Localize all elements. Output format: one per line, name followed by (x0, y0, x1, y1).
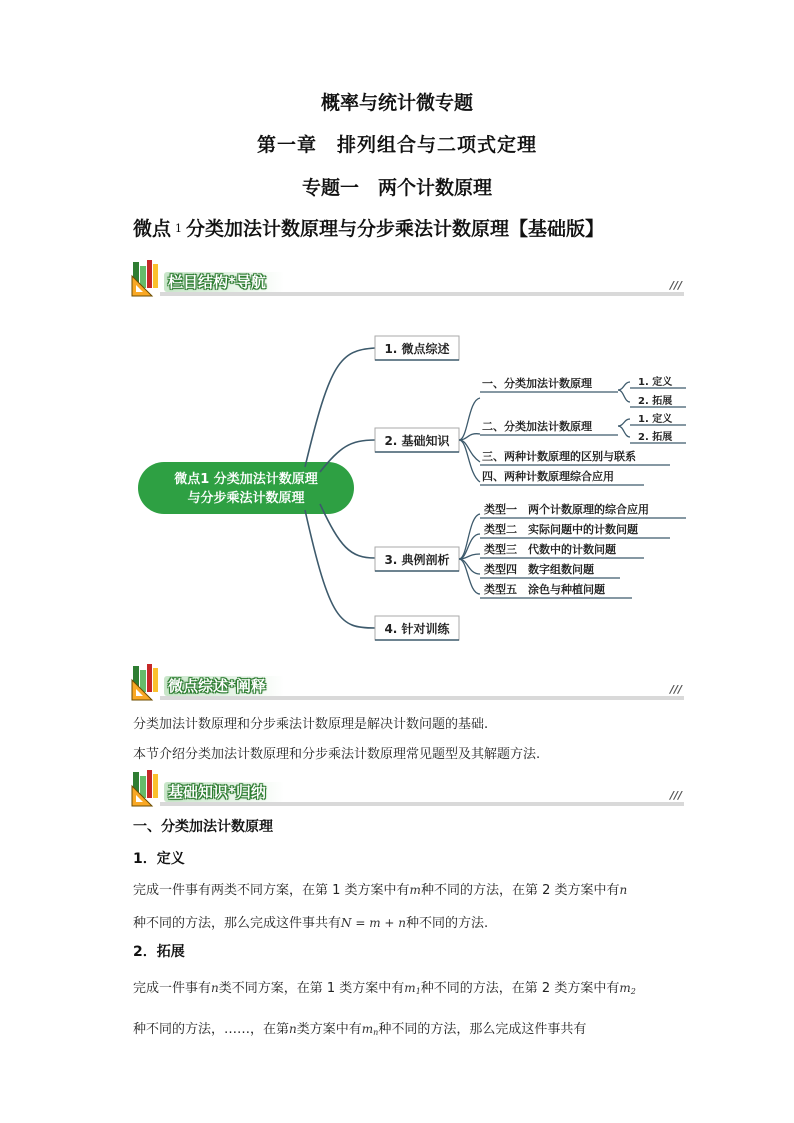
branch-label: 1. 微点综述 (384, 342, 450, 356)
banner-summary-label: 微点综述*阐释 (168, 677, 266, 695)
banner-summary (130, 662, 684, 702)
banner-nav-label: 栏目结构*导航 (168, 273, 266, 291)
sub-item: 1. 定义 (638, 377, 673, 388)
section-heading: 一、分类加法计数原理 (133, 819, 273, 835)
banner-nav (130, 258, 684, 298)
example-item: 类型五 涂色与种植问题 (484, 583, 605, 596)
sub-item: 2. 拓展 (638, 432, 673, 443)
definition-line-1: 完成一件事有两类不同方案，在第 1 类方案中有m种不同的方法，在第 2 类方案中有n (133, 883, 628, 898)
definition-heading: 1．定义 (133, 851, 185, 867)
summary-paragraph-2: 本节介绍分类加法计数原理和分步乘法计数原理常见题型及其解题方法. (133, 747, 541, 762)
branch-label: 3. 典例剖析 (384, 553, 450, 567)
example-items (480, 502, 686, 598)
sub-item: 2. 拓展 (638, 396, 673, 407)
extension-line-1: 完成一件事有n类不同方案，在第 1 类方案中有$m_1$种不同的方法，在第 2 类方案中有$m_2$ (133, 981, 636, 996)
extension-heading: 2．拓展 (133, 944, 185, 960)
mindmap-branches (375, 336, 459, 640)
mindmap-center-line1: 微点1 分类加法计数原理 (174, 472, 318, 487)
chapter-title: 第一章 排列组合与二项式定理 (256, 134, 537, 156)
books-ruler-icon (130, 258, 164, 298)
basics-item: 三、两种计数原理的区别与联系 (482, 450, 636, 463)
banner-slashes: /// (669, 789, 682, 802)
topic-title: 专题一 两个计数原理 (301, 177, 492, 199)
banner-slashes: /// (669, 683, 682, 696)
books-ruler-icon (130, 662, 164, 702)
books-ruler-icon (130, 768, 164, 808)
micro-point-title: 微点 $^1$ 分类加法计数原理与分步乘法计数原理【基础版】 (133, 218, 605, 240)
mindmap-center-line2: 与分步乘法计数原理 (187, 491, 305, 506)
basics-item: 四、两种计数原理综合应用 (482, 470, 614, 483)
mind-map (130, 322, 690, 652)
definition-line-2: 种不同的方法，那么完成这件事共有N = m + n种不同的方法. (133, 916, 489, 931)
sub-item: 1. 定义 (638, 414, 673, 425)
doc-title: 概率与统计微专题 (320, 92, 473, 114)
banner-basics (130, 768, 684, 808)
banner-basics-label: 基础知识*归纳 (168, 783, 266, 801)
basics-item: 一、分类加法计数原理 (482, 377, 592, 390)
extension-line-2: 种不同的方法，……，在第n类方案中有$m_n$种不同的方法，那么完成这件事共有 (133, 1022, 587, 1037)
example-item: 类型一 两个计数原理的综合应用 (484, 503, 649, 516)
basics-items (480, 375, 686, 485)
example-item: 类型四 数字组数问题 (484, 563, 594, 576)
branch-label: 4. 针对训练 (384, 622, 450, 636)
example-item: 类型二 实际问题中的计数问题 (484, 523, 638, 536)
summary-paragraph-1: 分类加法计数原理和分步乘法计数原理是解决计数问题的基础. (133, 717, 489, 732)
basics-item: 二、分类加法计数原理 (482, 420, 592, 433)
banner-slashes: /// (669, 279, 682, 292)
branch-label: 2. 基础知识 (384, 434, 450, 448)
example-item: 类型三 代数中的计数问题 (484, 543, 616, 556)
